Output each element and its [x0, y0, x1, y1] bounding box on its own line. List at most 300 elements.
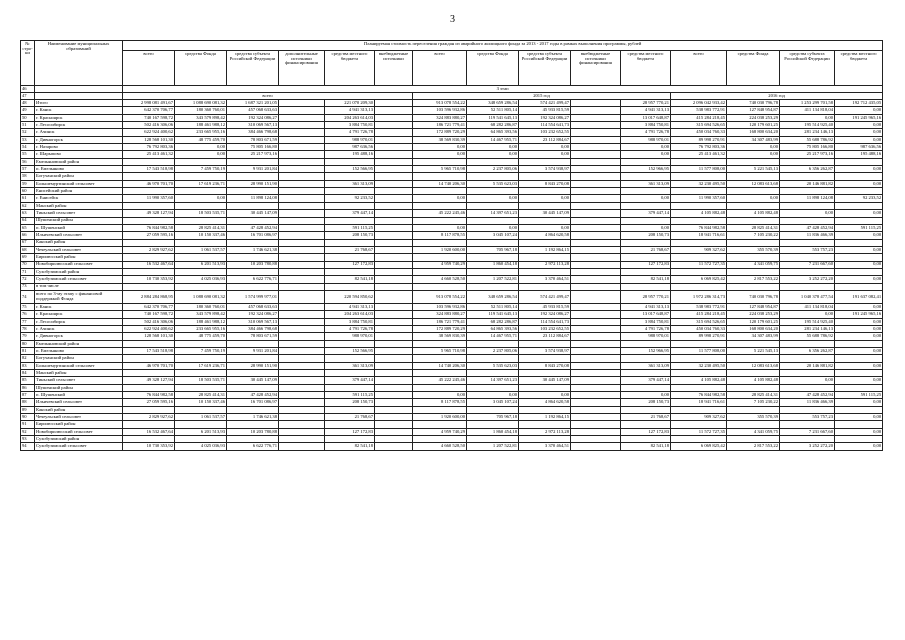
row-number: 92: [21, 428, 35, 435]
value-total: 28 825 414,31: [175, 224, 227, 231]
value-total: [279, 107, 325, 114]
value-total: [325, 254, 375, 261]
value-total: 7 459 750,19: [175, 348, 227, 355]
municipality-name: Сухобузимский район: [35, 268, 123, 275]
value-2015: [467, 202, 519, 209]
value-2016: [780, 370, 835, 377]
value-total: 127 172,83: [325, 428, 375, 435]
value-total: [375, 428, 413, 435]
value-total: 82 541,18: [325, 443, 375, 450]
value-2016: 7 105 230,22: [727, 232, 780, 239]
value-total: 1 088 690 081,32: [175, 100, 227, 107]
value-2016: 591 115,25: [835, 392, 883, 399]
value-2015: [413, 355, 467, 362]
value-total: 2 829 927,62: [123, 414, 175, 421]
value-2015: [519, 254, 571, 261]
header-column: средства Фонда: [727, 51, 780, 86]
value-2015: 103 596 932,86: [413, 303, 467, 310]
value-2016: [780, 188, 835, 195]
value-2015: 3 574 938,97: [519, 166, 571, 173]
row-number: 89: [21, 406, 35, 413]
value-2015: 3 574 938,97: [519, 348, 571, 355]
value-2015: [467, 406, 519, 413]
value-2016: [671, 268, 727, 275]
value-total: [175, 406, 227, 413]
value-total: 16 532 467,64: [123, 261, 175, 268]
value-total: [227, 421, 279, 428]
value-total: [227, 283, 279, 290]
table-row: [21, 443, 883, 450]
value-total: 4 025 036,93: [175, 276, 227, 283]
value-total: 740 167 598,72: [123, 114, 175, 121]
row-number: 85: [21, 377, 35, 384]
row-number: 94: [21, 443, 35, 450]
value-total: [123, 421, 175, 428]
value-2016: 25 217 973,16: [780, 151, 835, 158]
value-total: [279, 210, 325, 217]
value-total: 10 203 780,88: [227, 261, 279, 268]
value-total: 27 059 595,16: [123, 232, 175, 239]
table-row: [21, 355, 883, 362]
value-2015: [571, 392, 621, 399]
row-number: 76: [21, 311, 35, 318]
value-2015: [571, 129, 621, 136]
value-2015: 5 535 623,03: [467, 180, 519, 187]
value-2015: [571, 377, 621, 384]
municipality-name: г. Назарово: [35, 144, 123, 151]
value-2015: [571, 333, 621, 340]
value-total: [227, 217, 279, 224]
value-2015: 152 966,95: [621, 348, 671, 355]
value-2015: [571, 114, 621, 121]
value-2015: [413, 370, 467, 377]
value-2016: 11 898 124,08: [780, 195, 835, 202]
value-total: 4 941 313,13: [325, 303, 375, 310]
value-2015: 152 966,95: [621, 166, 671, 173]
value-2015: [571, 151, 621, 158]
municipality-name: г. Лесосибирск: [35, 318, 123, 325]
value-total: [375, 421, 413, 428]
value-2016: 553 757,23: [780, 246, 835, 253]
value-2015: 574 421 499,47: [519, 100, 571, 107]
value-2015: [413, 239, 467, 246]
row-number: 50: [21, 114, 35, 121]
value-2015: [519, 188, 571, 195]
row-number: 54: [21, 144, 35, 151]
value-2016: 0,00: [835, 377, 883, 384]
municipality-name: Ильичевский сельсовет: [35, 399, 123, 406]
value-2015: [519, 173, 571, 180]
value-total: 18 503 535,71: [175, 377, 227, 384]
value-total: 92 233,52: [325, 195, 375, 202]
value-2016: 3 252 272,20: [780, 443, 835, 450]
value-2015: 4 864 620,58: [519, 232, 571, 239]
value-total: 30 445 147,09: [227, 210, 279, 217]
row-number: 87: [21, 392, 35, 399]
value-2015: [467, 340, 519, 347]
value-2015: 4 791 726,78: [621, 325, 671, 332]
value-2015: [571, 202, 621, 209]
value-2016: 2 817 553,22: [727, 443, 780, 450]
value-2015: [571, 283, 621, 290]
municipality-name: г. Ачинск: [35, 325, 123, 332]
value-2015: 38 569 830,39: [413, 136, 467, 143]
value-total: [227, 202, 279, 209]
value-2015: [413, 340, 467, 347]
value-2016: 450 034 760,33: [671, 129, 727, 136]
table-row: [21, 261, 883, 268]
value-total: [375, 180, 413, 187]
table-row: [21, 254, 883, 261]
municipality-name: г. Красноярск: [35, 311, 123, 318]
value-total: 17 619 236,71: [175, 362, 227, 369]
value-2015: [571, 224, 621, 231]
municipality-name: г. Ачинск: [35, 129, 123, 136]
value-total: 384 466 798,68: [227, 129, 279, 136]
value-total: [279, 406, 325, 413]
value-total: [325, 217, 375, 224]
value-2015: 208 150,73: [621, 232, 671, 239]
value-total: [375, 333, 413, 340]
value-2016: [671, 384, 727, 391]
header-column: средства местного бюджета: [621, 51, 671, 86]
value-2015: [519, 421, 571, 428]
value-total: [279, 114, 325, 121]
value-2016: 281 234 146,13: [780, 325, 835, 332]
value-total: [175, 421, 227, 428]
value-2015: 30 445 147,09: [519, 210, 571, 217]
value-total: [375, 384, 413, 391]
value-total: [375, 261, 413, 268]
value-total: [375, 254, 413, 261]
value-2015: [519, 355, 571, 362]
value-total: 379 447,14: [325, 377, 375, 384]
value-total: [175, 384, 227, 391]
value-2015: 3 370 464,51: [519, 276, 571, 283]
value-total: 4 941 313,13: [325, 107, 375, 114]
total-label: всего: [123, 93, 413, 100]
value-total: [375, 129, 413, 136]
value-total: [279, 355, 325, 362]
value-2016: 0,00: [835, 443, 883, 450]
value-total: 78 803 671,59: [227, 136, 279, 143]
value-2015: 68 282 286,87: [467, 318, 519, 325]
row-number: 82: [21, 355, 35, 362]
value-2015: 52 511 805,14: [467, 303, 519, 310]
value-total: 6 622 776,71: [227, 443, 279, 450]
value-2015: [571, 136, 621, 143]
value-total: 195 488,16: [325, 151, 375, 158]
value-2015: 13 017 648,87: [621, 311, 671, 318]
value-total: 0,00: [175, 144, 227, 151]
value-2016: 47 428 452,94: [780, 224, 835, 231]
header-row-number: № стро-ки: [21, 41, 35, 86]
value-2015: 5 965 710,98: [413, 166, 467, 173]
value-total: [279, 399, 325, 406]
value-2015: [571, 261, 621, 268]
table-row: [21, 377, 883, 384]
value-2015: [467, 254, 519, 261]
value-total: 642 370 706,77: [123, 303, 175, 310]
value-2015: 4 959 740,29: [413, 261, 467, 268]
value-total: [325, 158, 375, 165]
value-total: [279, 311, 325, 318]
municipality-name: г. Канск: [35, 107, 123, 114]
value-2015: 208 150,73: [621, 399, 671, 406]
municipality-name: г. Дивногорск: [35, 333, 123, 340]
value-total: [375, 232, 413, 239]
table-row: [21, 195, 883, 202]
value-total: 18 503 535,71: [175, 210, 227, 217]
value-total: [375, 268, 413, 275]
value-total: 384 466 798,68: [227, 325, 279, 332]
value-2015: 0,00: [621, 151, 671, 158]
row-number: 78: [21, 325, 35, 332]
value-2015: [571, 399, 621, 406]
header-column: внебюджетные источники: [375, 51, 413, 86]
value-total: 28 990 151,90: [227, 180, 279, 187]
value-2016: 92 233,52: [835, 195, 883, 202]
value-total: [227, 173, 279, 180]
value-2016: 0,00: [835, 136, 883, 143]
value-total: 10 730 353,92: [123, 443, 175, 450]
value-2015: 103 232 652,55: [519, 129, 571, 136]
value-total: [375, 436, 413, 443]
value-2015: [571, 210, 621, 217]
value-2015: [519, 202, 571, 209]
table-row: [21, 333, 883, 340]
value-2015: [621, 268, 671, 275]
value-2015: 45 222 245,46: [413, 210, 467, 217]
value-total: [279, 239, 325, 246]
row-number: 83: [21, 362, 35, 369]
municipality-name: Тиньский сельсовет: [35, 377, 123, 384]
value-2015: 0,00: [467, 224, 519, 231]
value-2015: 705 967,18: [467, 246, 519, 253]
value-2015: 82 541,18: [621, 443, 671, 450]
row-number: 75: [21, 303, 35, 310]
value-total: [279, 340, 325, 347]
value-2016: 6 356 262,87: [780, 166, 835, 173]
value-2015: [571, 318, 621, 325]
value-2015: [519, 217, 571, 224]
row-number: 84: [21, 370, 35, 377]
value-2015: [571, 362, 621, 369]
value-2016: [727, 283, 780, 290]
value-2016: 0,00: [835, 414, 883, 421]
value-total: [375, 370, 413, 377]
municipality-name: Ильичевский сельсовет: [35, 232, 123, 239]
municipality-name: Манский район: [35, 202, 123, 209]
header-column: средства субъекта Российской Федерации: [780, 51, 835, 86]
table-row: [21, 107, 883, 114]
value-2016: [835, 158, 883, 165]
value-2016: 355 570,39: [727, 246, 780, 253]
value-2016: [727, 406, 780, 413]
value-total: [279, 384, 325, 391]
value-total: [279, 261, 325, 268]
value-total: [123, 406, 175, 413]
value-total: [279, 283, 325, 290]
value-2015: 127 172,83: [621, 428, 671, 435]
value-total: 49 328 127,94: [123, 377, 175, 384]
value-total: 1 088 690 081,32: [175, 290, 227, 303]
value-total: 17 543 518,98: [123, 166, 175, 173]
value-total: [375, 399, 413, 406]
table-row: [21, 303, 883, 310]
value-2016: [727, 188, 780, 195]
value-2016: [780, 421, 835, 428]
value-2015: 28 957 770,21: [621, 290, 671, 303]
value-2015: 379 447,14: [621, 210, 671, 217]
value-total: [325, 421, 375, 428]
row-number: 56: [21, 158, 35, 165]
value-total: 25 413 461,32: [123, 151, 175, 158]
value-total: [279, 122, 325, 129]
value-2015: 0,00: [621, 144, 671, 151]
value-total: 9 931 201,84: [227, 348, 279, 355]
value-total: [279, 421, 325, 428]
value-total: [375, 348, 413, 355]
value-total: 46 970 701,70: [123, 180, 175, 187]
value-2015: [571, 406, 621, 413]
value-total: 10 150 337,46: [175, 232, 227, 239]
value-2015: 1 920 600,00: [413, 414, 467, 421]
value-2016: 538 983 772,91: [671, 303, 727, 310]
value-total: [279, 180, 325, 187]
value-2015: [571, 421, 621, 428]
value-total: [175, 283, 227, 290]
value-total: 642 370 706,77: [123, 107, 175, 114]
table-row: [21, 158, 883, 165]
value-2016: [671, 340, 727, 347]
value-2015: 64 865 393,56: [467, 129, 519, 136]
value-2015: 103 596 932,86: [413, 107, 467, 114]
value-2015: [571, 122, 621, 129]
value-2016: 12 083 613,68: [727, 362, 780, 369]
value-total: [325, 370, 375, 377]
header-column: средства местного бюджета: [325, 51, 375, 86]
value-2015: [621, 283, 671, 290]
table-row: [21, 202, 883, 209]
value-2015: [519, 283, 571, 290]
municipality-name: Чечеульский сельсовет: [35, 246, 123, 253]
table-row: [21, 100, 883, 107]
value-2016: 591 115,25: [835, 224, 883, 231]
value-2015: 2 237 805,06: [467, 166, 519, 173]
value-2016: [727, 355, 780, 362]
value-2015: 4 864 620,58: [519, 399, 571, 406]
value-2015: 114 554 641,73: [519, 318, 571, 325]
value-2016: [727, 436, 780, 443]
value-2016: 18 941 716,61: [671, 399, 727, 406]
value-2016: 6 356 262,87: [780, 348, 835, 355]
row-number: 61: [21, 195, 35, 202]
value-2016: [835, 406, 883, 413]
value-2016: 315 694 526,65: [671, 318, 727, 325]
value-total: [175, 370, 227, 377]
value-2015: [621, 370, 671, 377]
value-total: 46 970 701,70: [123, 362, 175, 369]
value-total: [175, 340, 227, 347]
value-total: 47 428 452,94: [227, 224, 279, 231]
value-total: [325, 355, 375, 362]
municipality-name: Большемуртинский сельсовет: [35, 180, 123, 187]
value-2015: [467, 283, 519, 290]
value-total: 204 263 614,03: [325, 311, 375, 318]
municipality-name: Шушенский район: [35, 384, 123, 391]
value-2016: [727, 217, 780, 224]
table-row: [21, 325, 883, 332]
value-2015: [621, 436, 671, 443]
value-2015: [621, 355, 671, 362]
value-2016: 0,00: [835, 129, 883, 136]
municipality-name: Сухобузимский сельсовет: [35, 443, 123, 450]
value-2016: 20 146 881,82: [780, 362, 835, 369]
value-2015: [571, 268, 621, 275]
value-2016: 0,00: [835, 122, 883, 129]
value-total: [279, 276, 325, 283]
value-2015: [571, 254, 621, 261]
value-2015: 0,00: [519, 224, 571, 231]
table-row-years: [21, 93, 883, 100]
value-total: [123, 436, 175, 443]
value-total: 343 579 898,42: [175, 114, 227, 121]
value-total: 1 574 999 977,01: [227, 290, 279, 303]
value-total: [123, 355, 175, 362]
value-2016: 538 983 772,91: [671, 107, 727, 114]
table-row: [21, 136, 883, 143]
value-2015: 0,00: [519, 392, 571, 399]
value-2016: 355 570,39: [727, 414, 780, 421]
value-2015: 38 569 830,39: [413, 333, 467, 340]
municipality-name: Канский район: [35, 239, 123, 246]
value-total: 188 461 988,12: [175, 122, 227, 129]
value-2016: 0,00: [727, 195, 780, 202]
table-row: [21, 144, 883, 151]
header-column: средства Фонда: [467, 51, 519, 86]
table-row: [21, 173, 883, 180]
value-2016: [671, 421, 727, 428]
value-total: [175, 436, 227, 443]
value-total: 48 775 459,70: [175, 136, 227, 143]
value-total: [279, 348, 325, 355]
header-column: всего: [413, 51, 467, 86]
value-2016: 1 040 378 477,54: [780, 290, 835, 303]
value-2015: [519, 436, 571, 443]
municipality-name: г. Канск: [35, 303, 123, 310]
value-2016: 55 688 786,92: [780, 333, 835, 340]
value-2016: 740 030 796,78: [727, 290, 780, 303]
row-number: 63: [21, 210, 35, 217]
value-total: [175, 158, 227, 165]
value-2015: 14 397 651,23: [467, 210, 519, 217]
value-2016: 415 284 218,45: [671, 114, 727, 121]
value-total: 10 730 353,92: [123, 276, 175, 283]
table-row-stage: [21, 86, 883, 93]
value-2015: 119 541 645,13: [467, 311, 519, 318]
row-number: 46: [21, 86, 35, 93]
value-2015: 1 920 600,00: [413, 246, 467, 253]
value-2015: [571, 443, 621, 450]
value-total: 1 061 537,57: [175, 246, 227, 253]
municipality-name: Богучанский район: [35, 355, 123, 362]
value-2016: [671, 217, 727, 224]
value-2016: [671, 370, 727, 377]
table-row: [21, 239, 883, 246]
value-2016: [727, 384, 780, 391]
table-row: [21, 311, 883, 318]
